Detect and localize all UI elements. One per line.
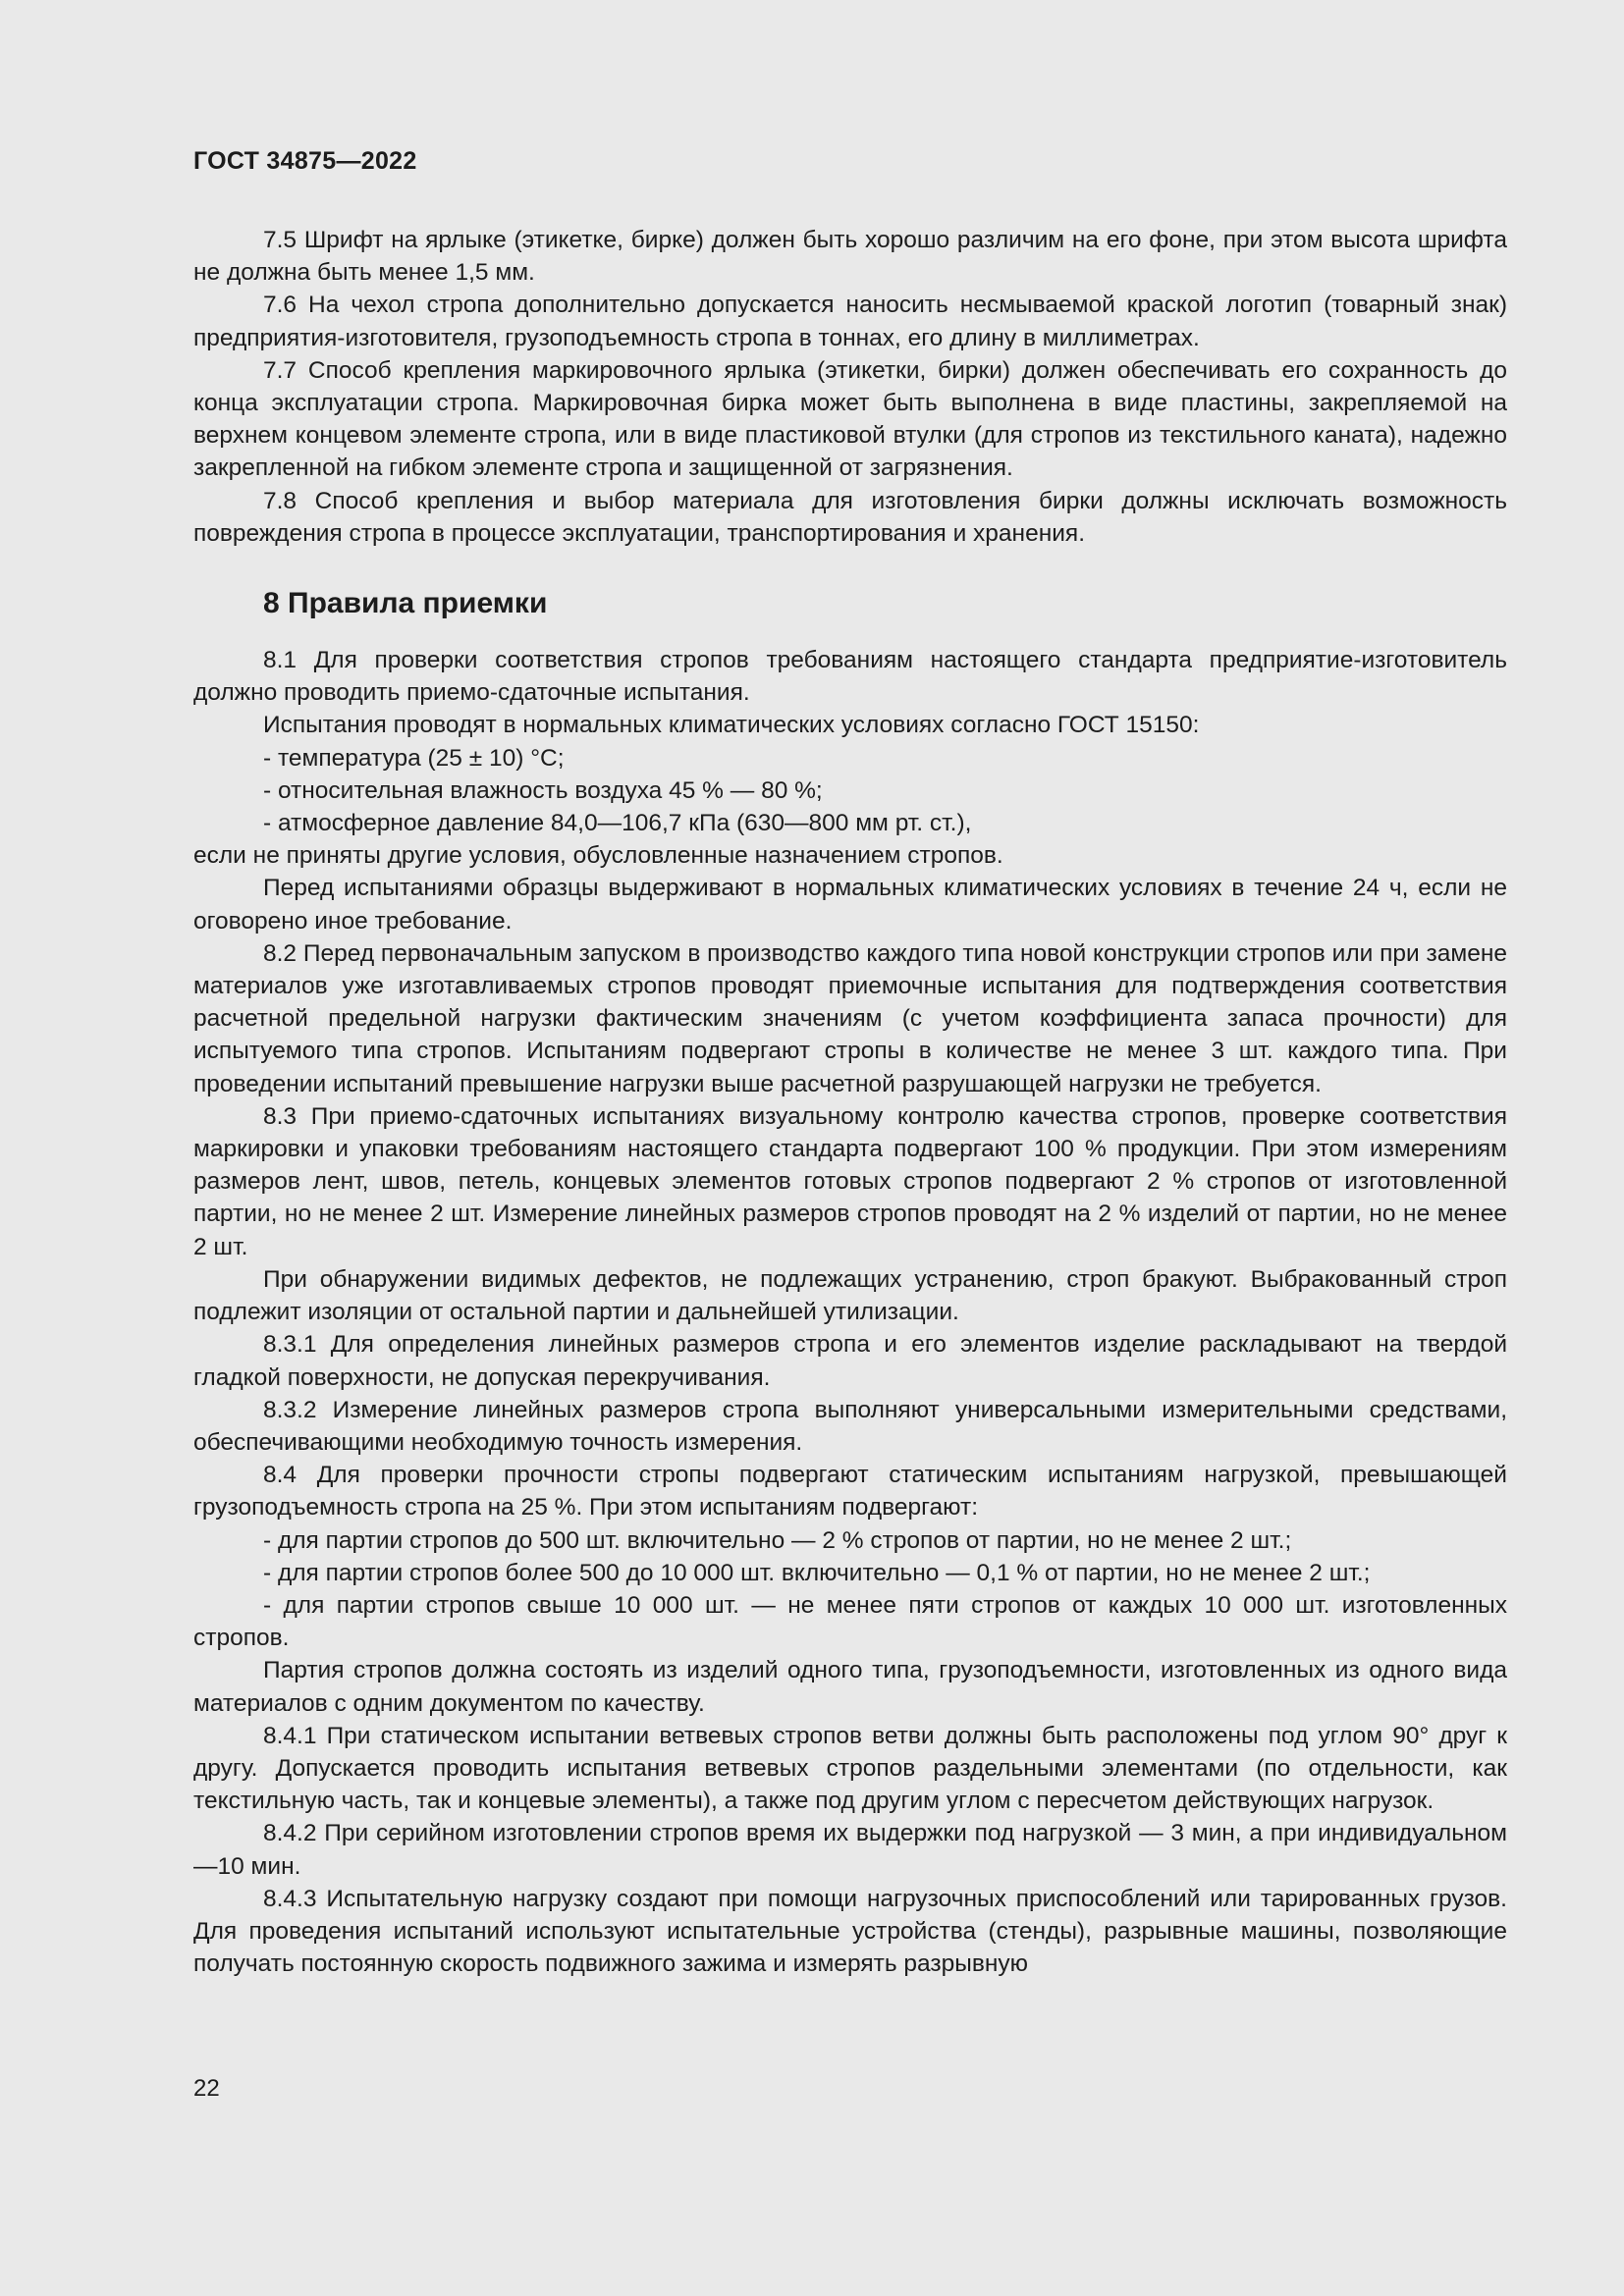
paragraph-8-4-batch: Партия стропов должна состоять из изделий одного типа, грузоподъемности, изготовленных из одного вида материалов с одним документом по качеству.: [193, 1657, 1507, 1717]
list-item-batch-over-10000: - для партии стропов свыше 10 000 шт. — не менее пяти стропов от каждых 10 000 шт. изготовленных стропов.: [193, 1591, 1507, 1652]
section-8-heading: 8 Правила приемки: [263, 587, 548, 620]
paragraph-8-3-2: 8.3.2 Измерение линейных размеров стропа выполняют универсальными измерительными средствами, обеспечивающими необходимую точность измерения.: [193, 1396, 1507, 1456]
paragraph-7-5: 7.5 Шрифт на ярлыке (этикетке, бирке) должен быть хорошо различим на его фоне, при этом высота шрифта не должна быть менее 1,5 мм.: [193, 227, 1507, 287]
document-code-header: ГОСТ 34875—2022: [193, 147, 417, 175]
paragraph-8-4-1: 8.4.1 При статическом испытании ветвевых стропов ветви должны быть расположены под углом 90° друг к другу. Допускается проводить испытания ветвевых стропов раздельными элементами (по отдельности, как текстильную часть, так и концевые элементы), а также под другим углом с пересчетом действующих нагрузок.: [193, 1722, 1507, 1815]
list-item-temperature: - температура (25 ± 10) °С;: [263, 744, 565, 772]
paragraph-7-6: 7.6 На чехол стропа дополнительно допускается наносить несмываемой краской логотип (товарный знак) предприятия-изготовителя, грузоподъемность стропа в тоннах, его длину в миллиметрах.: [193, 292, 1507, 351]
paragraph-8-4-3: 8.4.3 Испытательную нагрузку создают при помощи нагрузочных приспособлений или тарированных грузов. Для проведения испытаний используют испытательные устройства (стенды), разрывные машины, позволяющие получать постоянную скорость подвижного зажима и измерять разрывную: [193, 1885, 1507, 1978]
list-item-humidity: - относительная влажность воздуха 45 % — 80 %;: [263, 776, 823, 804]
paragraph-8-1-unless: если не приняты другие условия, обусловленные назначением стропов.: [193, 842, 1003, 870]
paragraph-8-1-conditions: Испытания проводят в нормальных климатических условиях согласно ГОСТ 15150:: [263, 712, 1200, 739]
paragraph-7-7: 7.7 Способ крепления маркировочного ярлыка (этикетки, бирки) должен обеспечивать его сохранность до конца эксплуатации стропа. Маркировочная бирка может быть выполнена в виде пластины, закрепляемой на верхнем концевом элементе стропа, или в виде пластиковой втулки (для стропов из текстильного каната), надежно закрепленной на гибком элементе стропа и защищенной от загрязнения.: [193, 356, 1507, 482]
list-item-batch-10000: - для партии стропов более 500 до 10 000 шт. включительно — 0,1 % от партии, но не менее 2 шт.;: [263, 1559, 1371, 1586]
paragraph-8-3: 8.3 При приемо-сдаточных испытаниях визуальному контролю качества стропов, проверке соответствия маркировки и упаковки требованиям настоящего стандарта подвергают 100 % продукции. При этом измерениям размеров лент, швов, петель, концевых элементов готовых стропов подвергают 2 % стропов от изготовленной партии, но не менее 2 шт. Измерение линейных размеров стропов проводят на 2 % изделий от партии, но не менее 2 шт.: [193, 1102, 1507, 1260]
paragraph-8-1-hold: Перед испытаниями образцы выдерживают в нормальных климатических условиях в течение 24 ч, если не оговорено иное требование.: [193, 875, 1507, 934]
list-item-batch-500: - для партии стропов до 500 шт. включительно — 2 % стропов от партии, но не менее 2 шт.;: [263, 1526, 1292, 1554]
paragraph-8-3-defects: При обнаружении видимых дефектов, не подлежащих устранению, строп бракуют. Выбракованный строп подлежит изоляции от остальной партии и дальнейшей утилизации.: [193, 1265, 1507, 1326]
page-number: 22: [193, 2075, 220, 2102]
paragraph-7-8: 7.8 Способ крепления и выбор материала для изготовления бирки должны исключать возможность повреждения стропа в процессе эксплуатации, транспортирования и хранения.: [193, 487, 1507, 547]
paragraph-8-2: 8.2 Перед первоначальным запуском в производство каждого типа новой конструкции стропов или при замене материалов уже изготавливаемых стропов проводят приемочные испытания для подтверждения соответствия расчетной предельной нагрузки фактическим значениям (с учетом коэффициента запаса прочности) для испытуемого типа стропов. Испытаниям подвергают стропы в количестве не менее 3 шт. каждого типа. При проведении испытаний превышение нагрузки выше расчетной разрушающей нагрузки не требуется.: [193, 939, 1507, 1097]
paragraph-8-3-1: 8.3.1 Для определения линейных размеров стропа и его элементов изделие раскладывают на твердой гладкой поверхности, не допуская перекручивания.: [193, 1331, 1507, 1391]
paragraph-8-4: 8.4 Для проверки прочности стропы подвергают статическим испытаниям нагрузкой, превышающей грузоподъемность стропа на 25 %. При этом испытаниям подвергают:: [193, 1462, 1507, 1522]
list-item-pressure: - атмосферное давление 84,0—106,7 кПа (630—800 мм рт. ст.),: [263, 810, 972, 837]
paragraph-8-1: 8.1 Для проверки соответствия стропов требованиям настоящего стандарта предприятие-изготовитель должно проводить приемо-сдаточные испытания.: [193, 647, 1507, 707]
page-body: [193, 224, 1507, 1980]
paragraph-8-4-2: 8.4.2 При серийном изготовлении стропов время их выдержки под нагрузкой — 3 мин, а при индивидуальном —10 мин.: [193, 1820, 1507, 1880]
